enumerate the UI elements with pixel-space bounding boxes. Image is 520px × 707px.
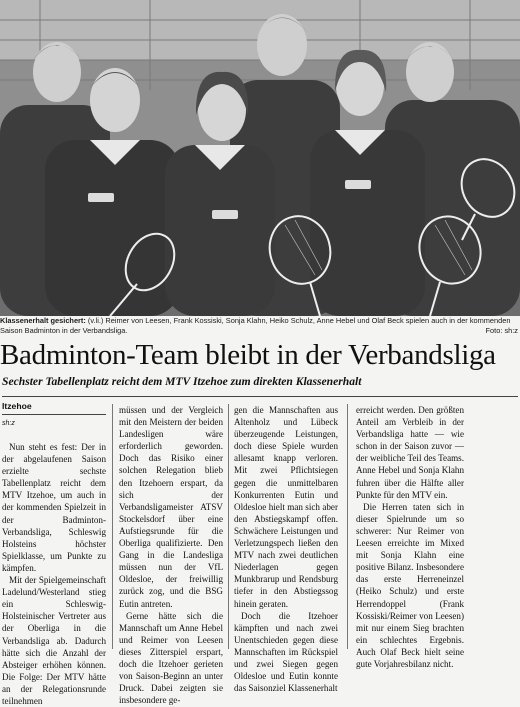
paragraph: Gerne hätte sich die Mannschaft um Anne Hebel und Reimer von Leesen dieses Zitterspiel erspart, doch die Itzehoer gerieten von Saison-Beginn an unter Druck. Dabei zeigten sie insbesondere ge- <box>119 610 223 706</box>
headline-rule <box>2 396 518 397</box>
article-column-1 <box>2 441 106 707</box>
paragraph: müssen und der Vergleich mit den Meistern der beiden Landesligen wäre erforderlich geworden. Doch das Risiko einer solchen Relegation blieb den Itzehoern erspart, da sich der Verbandsligameister ATSV Stockelsdorf über eine Aufstiegsrunde für die Oberliga qualifizierte. Den Gang in die Landesliga müssen nun der VfL Oldesloe, der freiwillig zurück zog, und die BSG Eutin antreten. <box>119 405 223 609</box>
paragraph: erreicht werden. Den größten Anteil am Verbleib in der Verbandsliga hatte — wie schon in der Saison zuvor — der weibliche Teil des Teams. Anne Hebel und Sonja Klahn fuhren über die Hälfte aller Punkte für den MTV ein. <box>356 405 464 500</box>
photo-caption <box>0 316 520 336</box>
article-column-2 <box>119 404 223 706</box>
article-headline: Badminton-Team bleibt in der Verbandsliga <box>0 339 496 371</box>
column-divider <box>112 404 113 649</box>
column-divider <box>347 404 348 649</box>
article-column-4 <box>356 404 464 670</box>
paragraph: Doch die Itzehoer kämpften und nach zwei Unentschieden gegen diese Mannschaften im Rückspiel und zwei Siegen gegen Oldesloe und Eutin konnte das Saisonziel Klassenerhalt <box>234 610 338 694</box>
photo-credit: Foto: sh:z <box>485 326 518 335</box>
paragraph: Nun steht es fest: Der in der abgelaufenen Saison erzielte sechste Tabellenplatz reicht dem MTV Itzehoe, um auch in der kommenden Spielzeit in der Badminton-Verbandsliga, Schleswig Holsteins höchster Spielklasse, um Punkte zu kämpfen. <box>2 442 106 573</box>
team-photo <box>0 0 520 316</box>
paragraph: gen die Mannschaften aus Altenholz und Lübeck überzeugende Leistungen, doch diese Spiele wurden allesamt knapp verloren. Mit zwei Pflichtsiegen gegen die unmittelbaren Konkurrenten Eutin und Oldesloe hielt man sich aber den Abstiegskampf offen. Schwächere Leistungen und Verletzungspech ließen den MTV nach zwei deutlichen Niederlagen gegen Munkbrarup und Rendsburg tiefer in den Abstiegssog hinein geraten. <box>234 405 338 609</box>
article-dateline: Itzehoe <box>2 401 32 411</box>
caption-text: (v.li.) Reimer von Leesen, Frank Kossiski, Sonja Klahn, Heiko Schulz, Anne Hebel und Olaf Beck spielen auch in der kommenden Saison Badminton in der Verbandsliga. <box>0 316 511 335</box>
caption-label: Klassenerhalt gesichert: <box>0 316 86 325</box>
paragraph: Die Herren taten sich in dieser Spielrunde um so schwerer: Nur Reimer von Leesen erreichte im Mixed mit Sonja Klahn eine positive Bilanz. Insbesondere das erste Herreneinzel (Heiko Schulz) und erste Herrendoppel (Frank Kossiski/Reimer von Leesen) mit nur einem Sieg brachten ein schlechtes Ergebnis. Auch Olaf Beck hielt seine gute Vorjahresbilanz nicht. <box>356 501 464 669</box>
column-divider <box>228 404 229 649</box>
article-subheadline: Sechster Tabellenplatz reicht dem MTV Itzehoe zum direkten Klassenerhalt <box>2 375 362 388</box>
paragraph: Mit der Spielgemeinschaft Ladelund/Westerland stieg ein Schleswig-Holsteinischer Vertreter aus der Oberliga in die Verbandsliga ab. Dadurch hätte sich die Anzahl der Absteiger erhöhen können. Die Folge: Der MTV hätte an der Relegationsrunde teilnehmen <box>2 575 106 706</box>
article-author: sh:z <box>2 420 15 427</box>
team-photo-image <box>0 0 520 316</box>
dateline-rule <box>2 414 106 415</box>
article-column-3 <box>234 404 338 694</box>
